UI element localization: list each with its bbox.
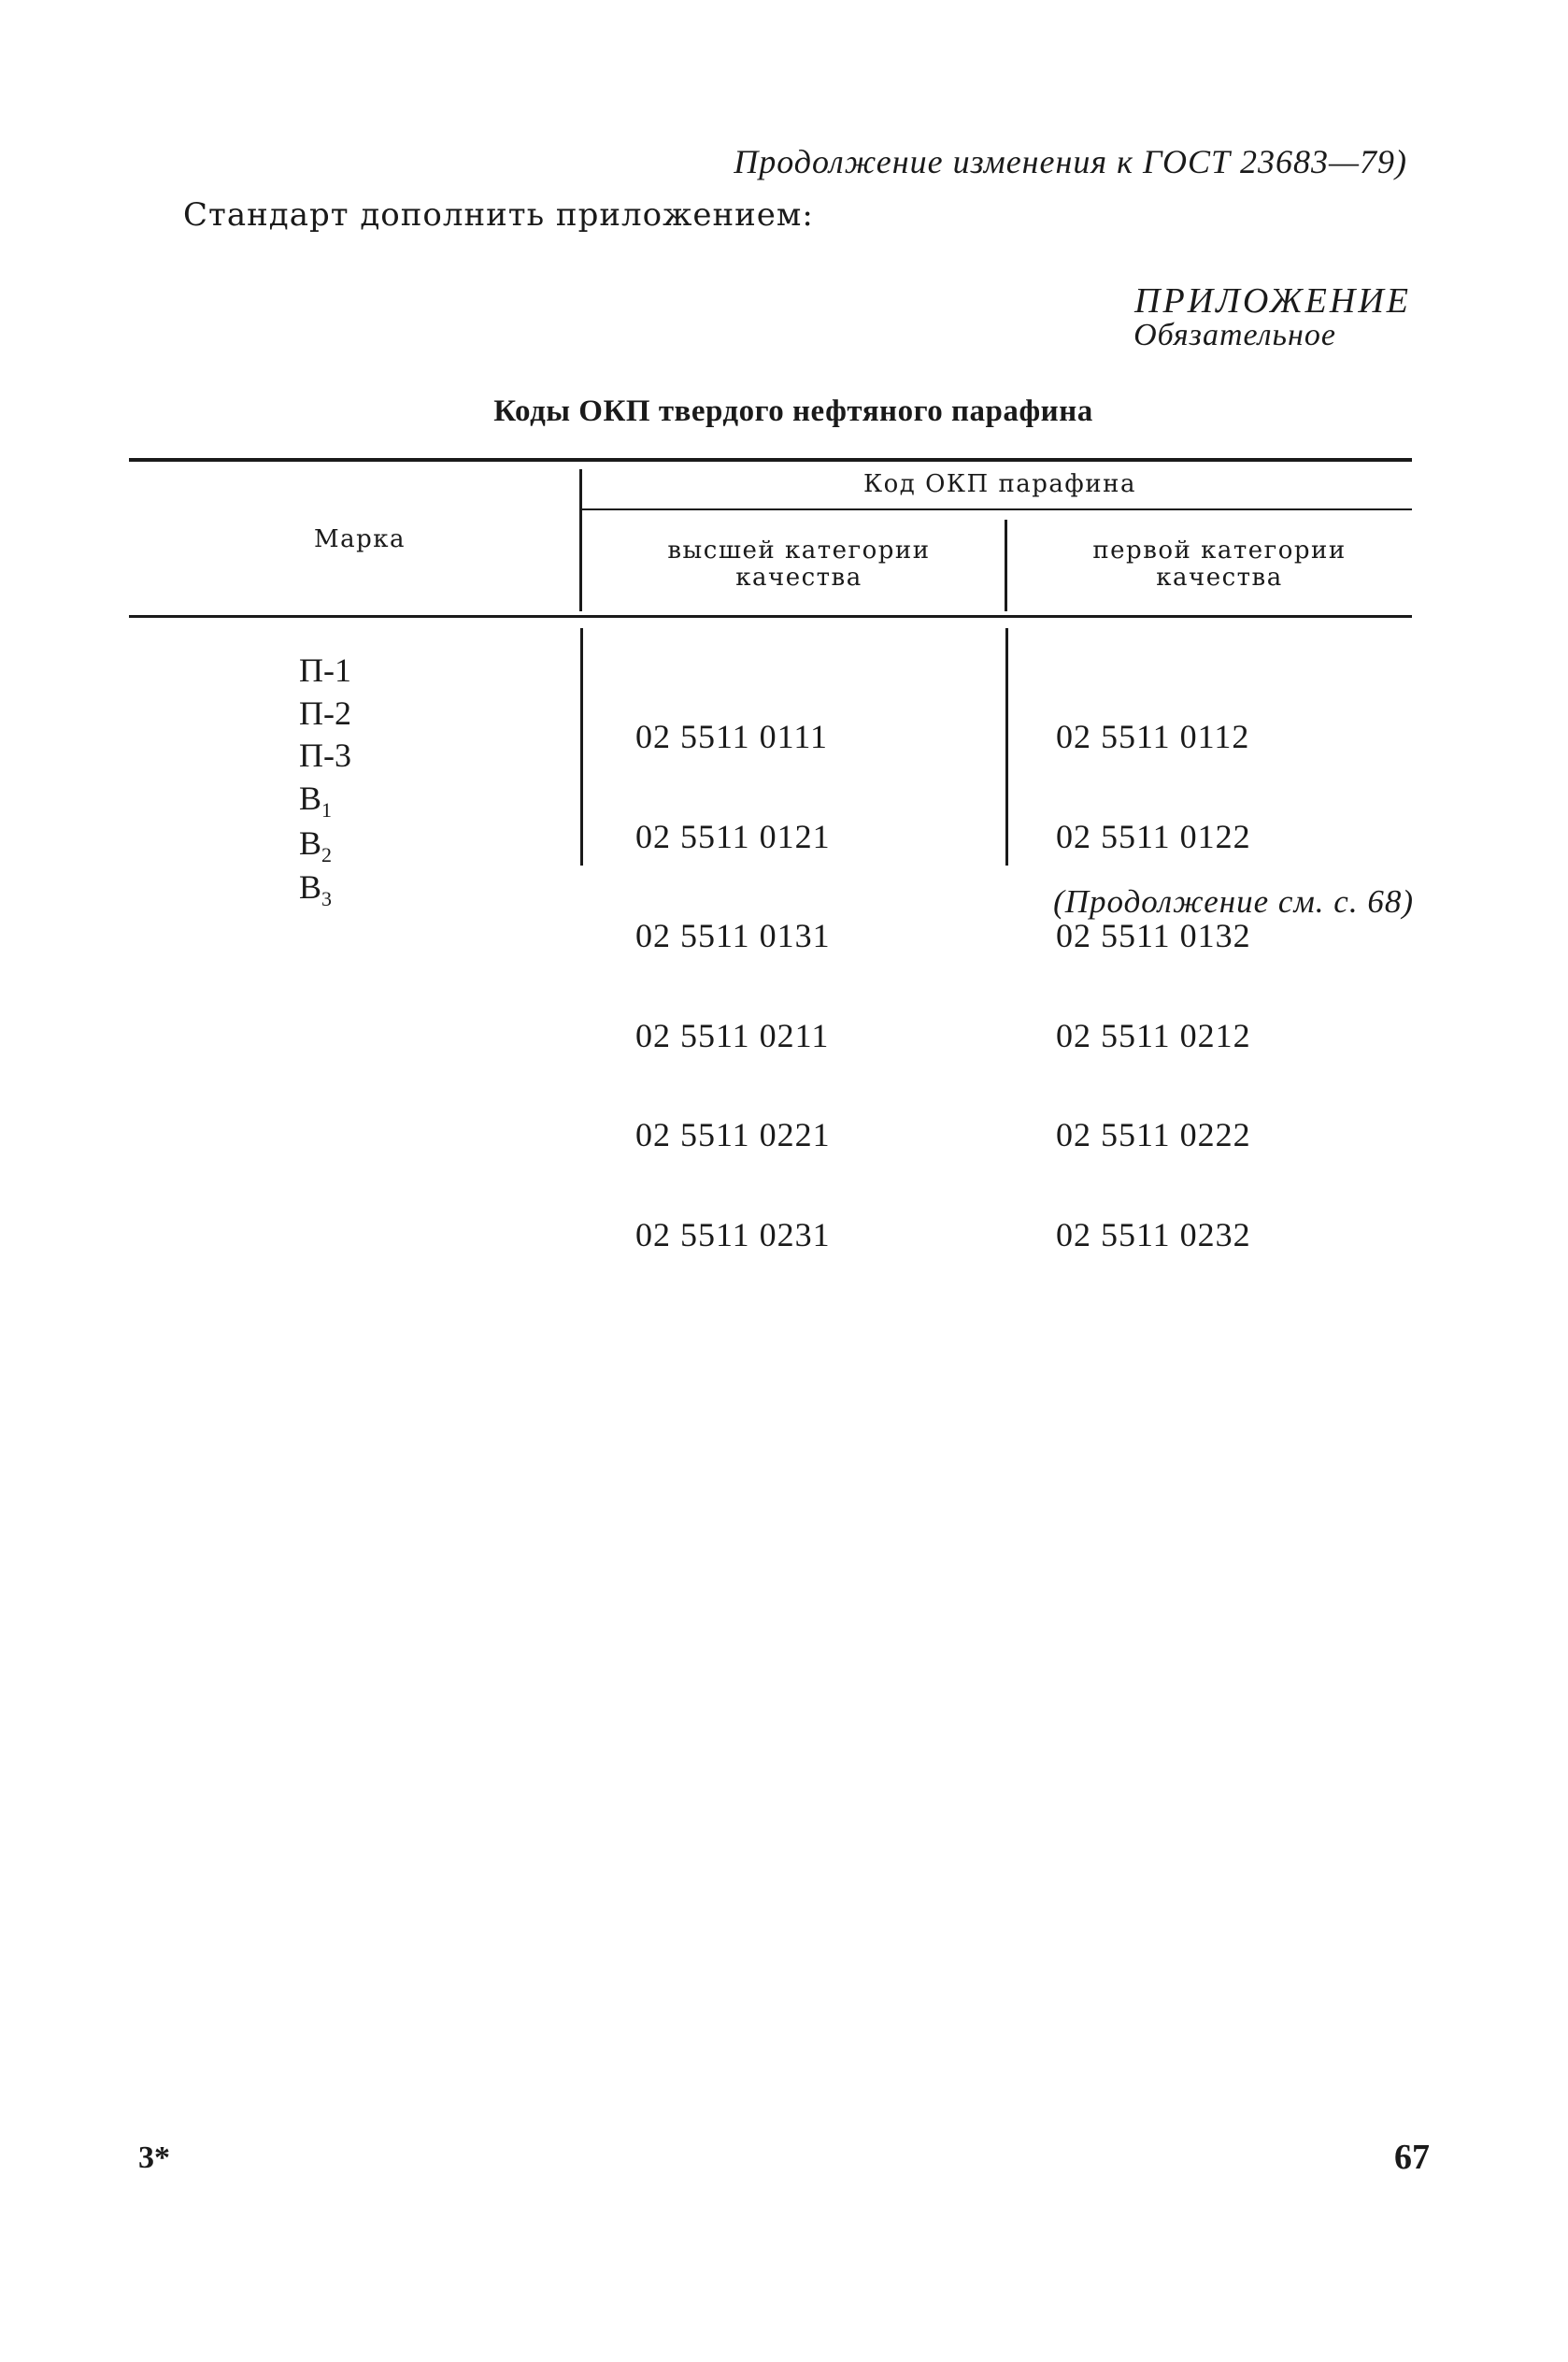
table-cell-mark: П-3 (299, 737, 351, 775)
column-header-group: Код ОКП парафина (863, 470, 1136, 498)
table-cell-high: 02 5511 0231 (635, 1215, 831, 1253)
col-divider-2-header (1005, 520, 1007, 611)
page-number: 67 (1394, 2138, 1430, 2177)
col-divider-1-body (580, 628, 583, 866)
table-cell-first: 02 5511 0212 (1056, 1016, 1251, 1054)
table-cell-first: 02 5511 0132 (1056, 917, 1251, 954)
table-top-rule (129, 458, 1412, 462)
column-header-high-line1: высшей категории (667, 537, 931, 565)
table-cell-mark: П-1 (299, 651, 351, 689)
mark-column (299, 651, 411, 916)
signature-mark: 3* (138, 2140, 170, 2175)
header-continuation: Продолжение изменения к ГОСТ 23683—79) (734, 143, 1407, 180)
table-cell-first: 02 5511 0122 (1056, 817, 1251, 855)
column-header-first (1033, 537, 1406, 592)
table-cell-high: 02 5511 0211 (635, 1016, 830, 1054)
column-header-first-line1: первой категории (1092, 537, 1347, 565)
appendix-subtitle: Обязательное (1133, 318, 1336, 352)
header-group-rule (579, 508, 1412, 510)
table-title: Коды ОКП твердого нефтяного парафина (493, 394, 1093, 428)
high-category-column (635, 654, 831, 1285)
table-cell-mark: $В_1$ (299, 780, 333, 823)
header-bottom-rule (129, 615, 1412, 618)
table-cell-high: 02 5511 0131 (635, 917, 831, 954)
table-cell-mark: П-2 (299, 694, 351, 732)
first-category-column (1056, 654, 1251, 1285)
table-cell-mark: $В_2$ (299, 823, 333, 866)
table-cell-mark: $В_3$ (299, 868, 333, 911)
table-cell-first: 02 5511 0222 (1056, 1116, 1251, 1153)
col-divider-1-header (579, 469, 582, 611)
column-header-high (612, 537, 986, 592)
table-cell-first: 02 5511 0232 (1056, 1215, 1251, 1253)
table-cell-high: 02 5511 0121 (635, 817, 831, 855)
column-header-mark: Марка (313, 525, 406, 553)
column-header-first-line2: качества (1156, 564, 1283, 592)
table-cell-first: 02 5511 0112 (1056, 718, 1250, 755)
appendix-title: ПРИЛОЖЕНИЕ (1134, 281, 1411, 321)
footer-continuation: (Продолжение см. с. 68) (1053, 883, 1414, 920)
table-cell-high: 02 5511 0221 (635, 1116, 831, 1153)
intro-text: Стандарт дополнить приложением: (183, 196, 814, 234)
table-cell-high: 02 5511 0111 (635, 718, 828, 755)
column-header-high-line2: качества (735, 564, 862, 592)
col-divider-2-body (1005, 628, 1008, 866)
